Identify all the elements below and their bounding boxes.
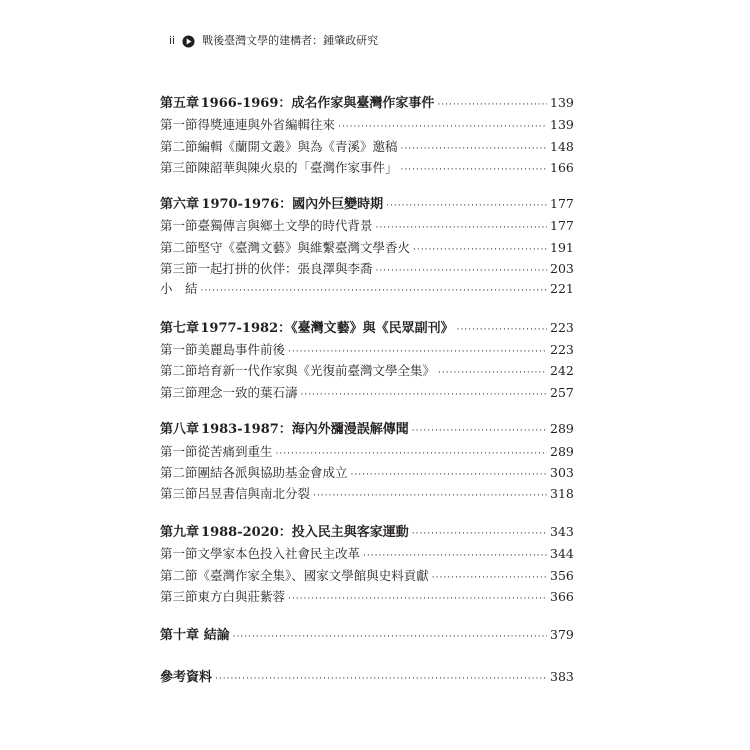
toc-chapter-6[interactable] [160,195,572,213]
leader-dots [313,489,547,503]
section-title: 從苦痛到重生 [197,444,273,459]
leader-dots [401,163,547,177]
leader-dots [401,142,547,156]
leader-dots [201,284,547,298]
header-page-number: ii [169,34,176,47]
running-header [169,34,378,48]
section-title: 一起打拼的伙伴：張良澤與李喬 [197,261,373,276]
section-label: 第二節 [160,240,198,255]
page-number: 148 [550,139,574,154]
section-title: 東方白與莊紫蓉 [197,589,286,604]
page-number: 289 [550,421,574,436]
section-label: 第二節 [160,363,198,378]
toc-chapter-5[interactable] [160,94,572,112]
section-title: 堅守《臺灣文藝》與維繫臺灣文學香火 [197,240,411,255]
page-number: 318 [550,486,574,501]
leader-dots [276,447,547,461]
section-title: 得獎連連與外省編輯往來 [197,117,336,132]
section-title: 臺獨傳言與鄉土文學的時代背景 [197,218,373,233]
chapter-title: 1966-1969：成名作家與臺灣作家事件 [200,96,435,111]
page-number: 356 [550,568,574,583]
page-number: 221 [550,281,574,296]
leader-dots [215,672,547,686]
toc-chapter-8[interactable] [160,420,572,438]
section-label: 第三節 [160,385,198,400]
leader-dots [386,199,547,213]
section-title: 編輯《蘭開文叢》與為《青溪》邀稿 [197,139,398,154]
section-label: 第一節 [160,546,198,561]
page-number: 379 [550,627,574,642]
page-number: 139 [550,95,574,110]
toc-section[interactable] [160,217,572,235]
toc-section[interactable] [160,443,572,461]
toc-section[interactable] [160,362,572,380]
leader-dots [413,243,547,257]
toc-section[interactable] [160,138,572,156]
toc-chapter-9[interactable] [160,523,572,541]
section-title: 文學家本色投入社會民主改革 [197,546,361,561]
leader-dots [351,468,547,482]
leader-dots [288,345,547,359]
chapter-label: 第十章 [160,628,200,643]
section-title: 團結各派與協助基金會成立 [197,465,348,480]
page-number: 383 [550,669,574,684]
section-title: 陳韶華與陳火泉的「臺灣作家事件」 [197,160,398,175]
chapter-label: 第九章 [160,525,200,540]
section-title: 培育新一代作家與《光復前臺灣文學全集》 [197,363,436,378]
toc-section[interactable] [160,239,572,257]
toc-section[interactable] [160,485,572,503]
toc-chapter-7[interactable] [160,319,572,337]
toc-section[interactable] [160,567,572,585]
page-number: 177 [550,196,574,211]
toc-section[interactable] [160,384,572,402]
page-number: 191 [550,240,574,255]
chapter-title: 1988-2020：投入民主與客家運動 [201,525,409,540]
leader-dots [376,264,547,278]
leader-dots [233,630,547,644]
toc-section[interactable] [160,260,572,278]
leader-dots [432,571,547,585]
page-number: 203 [550,261,574,276]
section-title: 美麗島事件前後 [197,342,286,357]
toc-section[interactable] [160,464,572,482]
toc-section[interactable] [160,116,572,134]
toc-chapter-10[interactable] [160,626,572,644]
chapter-label: 第七章 [160,321,200,336]
section-title: 理念一致的葉石濤 [197,385,298,400]
leader-dots [301,388,547,402]
leader-dots [412,527,547,541]
chapter-label: 第六章 [160,197,200,212]
references-label: 參考資料 [160,670,213,685]
section-label: 第三節 [160,160,198,175]
leader-dots [338,120,547,134]
page-number: 242 [550,363,574,378]
leader-dots [412,424,547,438]
toc-section[interactable] [160,588,572,606]
toc-section-summary[interactable] [160,280,572,298]
page-number: 223 [550,342,574,357]
page-number: 166 [550,160,574,175]
header-running-title: 戰後臺灣文學的建構者：鍾肇政研究 [202,34,379,47]
page-number: 289 [550,444,574,459]
play-arrow-icon [182,35,195,48]
leader-dots [288,592,547,606]
chapter-label: 第八章 [160,422,200,437]
section-label: 第三節 [160,589,198,604]
leader-dots [438,366,547,380]
page-number: 344 [550,546,574,561]
page-number: 177 [550,218,574,233]
leader-dots [376,221,547,235]
section-title: 呂昱書信與南北分裂 [197,486,311,501]
chapter-title: 1970-1976：國內外巨變時期 [201,197,384,212]
page-number: 223 [550,320,574,335]
chapter-title: 1977-1982：《臺灣文藝》與《民眾副刊》 [200,321,454,336]
section-label: 小 結 [160,281,198,296]
chapter-label: 第五章 [160,96,200,111]
section-title: 《臺灣作家全集》、國家文學館與史料貢獻 [197,568,429,583]
section-label: 第一節 [160,342,198,357]
page-number: 303 [550,465,574,480]
section-label: 第一節 [160,117,198,132]
toc-section[interactable] [160,545,572,563]
section-label: 第二節 [160,568,198,583]
toc-references[interactable] [160,668,572,686]
page-number: 343 [550,524,574,539]
section-label: 第二節 [160,139,198,154]
section-label: 第一節 [160,218,198,233]
page-number: 139 [550,117,574,132]
toc-section[interactable] [160,159,572,177]
section-label: 第三節 [160,486,198,501]
page-number: 366 [550,589,574,604]
section-label: 第二節 [160,465,198,480]
leader-dots [363,549,547,563]
section-label: 第三節 [160,261,198,276]
chapter-title: 1983-1987：海內外瀰漫誤解傳聞 [201,422,409,437]
page-number: 257 [550,385,574,400]
leader-dots [457,323,547,337]
toc-section[interactable] [160,341,572,359]
leader-dots [437,98,547,112]
chapter-title: 結論 [203,628,230,643]
section-label: 第一節 [160,444,198,459]
